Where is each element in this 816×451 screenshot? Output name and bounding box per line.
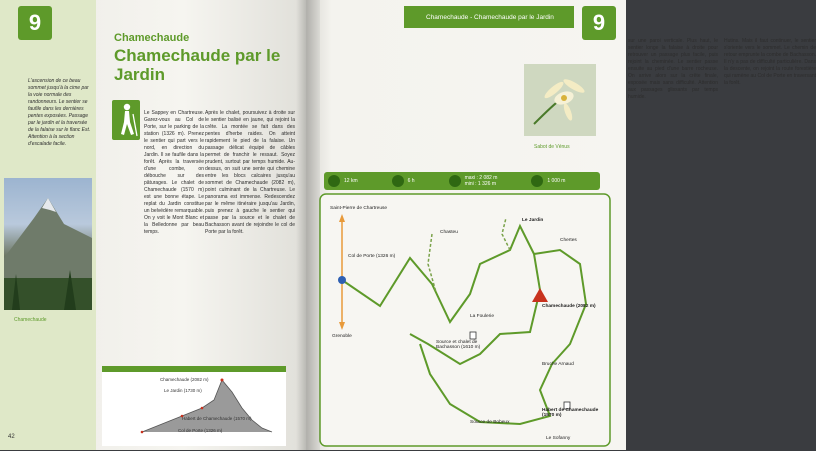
text-column-4: Hutins. Mais il faut continuer, le sentier s'oriente vers le sommet. Le chemin de retour emprunte la combe de Bachasson. Il n'y a pas de difficulté particulière. Dans la descente, on rejoint la route forestière qui ramène au Col de Porte en traversant la forêt.	[724, 38, 816, 86]
mountain-illustration	[4, 178, 92, 310]
kicker: Chamechaude	[114, 32, 190, 44]
text-column-1: Le Sappey en Chartreuse. Garez-vous au Col de Porte, sur le parking de la station (1326 m). Prenez le sentier qui part vers le nord, en direction du Jardin. Il se faufile dans la forêt. Après la traversée d'une combe, on débouche sur des pâturages. Le chalet de Chamechaude (1570 m) est une bonne étape. Le replat du Jardin constitue un belvédère remarquable. On y voit le Mont Blanc et la Belledonne par beau temps.	[144, 110, 204, 235]
photo-caption: Chamechaude	[14, 317, 47, 323]
running-header: Chamechaude - Chamechaude par le Jardin	[404, 6, 574, 28]
altitude-info	[445, 175, 498, 187]
elevation-icon	[531, 175, 543, 187]
map-label-habert: Habert de Chamechaude (1570 m)	[542, 408, 599, 418]
page-title: Chamechaude par le Jardin	[114, 46, 281, 84]
text-column-3: sur une paroi verticale. Plus haut, le sentier longe la falaise à droite pour retrouver un passage plus facile, puis rejoint la cheminée. Le sentier passe ensuite au pied d'une barre rocheuse. On arrive alors sur la crête finale, exposée mais sans difficulté. Attention aux passages glissants par temps humide.	[628, 38, 718, 100]
map-label-col-de-porte: Col de Porte (1326 m)	[348, 254, 396, 259]
map-label-lesofanny: Le Sofanny	[546, 436, 571, 441]
map-label-chasteu: Chasteu	[440, 230, 458, 235]
text-column-2: Après le chalet, poursuivez à droite sur le sentier balisé en jaune, qui rejoint la crête. La montée se fait dans des pentes d'herbe raides. On atteint rapidement le pied de la falaise. Un passage délicat équipé de câbles permet de franchir le ressaut. Soyez prudent, surtout par temps humide. Au-dessus, on suit une sente qui chemine entre les blocs calcaires jusqu'au sommet de Chamechaude (2082 m), point culminant de la Chartreuse. Le panorama est immense. Redescendez par le même itinéraire jusqu'au Jardin, puis prenez à gauche le sentier qui passe par la source et le chalet de Bachasson avant de rejoindre le col de Porte par la forêt.	[205, 110, 295, 235]
route-info-bar	[324, 172, 600, 190]
map-label-source-bobeux: Source de Bobeux	[470, 420, 510, 425]
distance-info	[324, 175, 358, 187]
elevation-info	[527, 175, 565, 187]
elevation-value: 1 000 m	[547, 178, 566, 184]
left-page	[0, 0, 306, 450]
route-map	[320, 194, 610, 446]
hiker-icon	[112, 100, 140, 140]
duration-value: 6 h	[407, 178, 415, 184]
profile-chalet-label: Habert de Chamechaude (1570 m)	[182, 416, 252, 421]
chapter-number: 9	[18, 6, 52, 40]
map-label-summit: Chamechaude (2082 m)	[542, 304, 596, 309]
profile-summit-label: Chamechaude (2082 m)	[160, 377, 209, 382]
distance-icon	[328, 175, 340, 187]
altitude-value: maxi : 2 082 m mini : 1 326 m	[464, 175, 498, 187]
flower-caption: Sabot de Vénus	[534, 144, 570, 150]
altitude-icon	[449, 175, 461, 187]
map-label-source-chalet: Source et chalet de Bachasson (1610 m)	[436, 340, 481, 350]
map-label-le-jardin: Le Jardin	[522, 218, 544, 223]
mountain-photo	[4, 178, 92, 310]
map-label-bruche: Bruche Arnaud	[542, 362, 574, 367]
map-label-la-foulerie: La Foulerie	[470, 314, 494, 319]
map-label-chertes: Chertes	[560, 238, 577, 243]
elevation-profile	[102, 366, 286, 446]
flower-photo	[524, 64, 596, 136]
duration-info	[388, 175, 415, 187]
map-label-saint-pierre: Saint-Pierre de Chartreuse	[330, 206, 388, 211]
clock-icon	[392, 175, 404, 187]
chapter-number-right: 9	[582, 6, 616, 40]
distance-value: 12 km	[344, 178, 358, 184]
map-label-grenoble: Grenoble	[332, 334, 352, 339]
profile-start-label: Col de Porte (1326 m)	[178, 428, 223, 433]
intro-text: L'ascension de ce beau sommet jusqu'à la cime par la voie normale des randonneurs. Le sentier se faufile dans les dernières pentes exposées. Passage par le jardin et la traversée de la falaise sur le flanc Est. Attention à la section d'escalade facile.	[28, 78, 91, 147]
profile-col-label: Le Jardin (1730 m)	[164, 388, 202, 393]
right-page	[306, 0, 816, 450]
page-number: 42	[8, 434, 15, 440]
